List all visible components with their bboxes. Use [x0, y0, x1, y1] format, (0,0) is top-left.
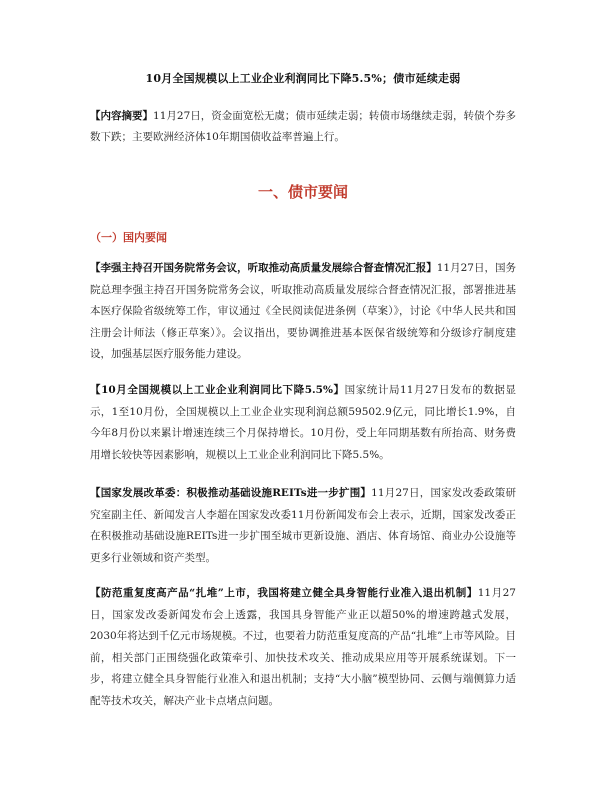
news-headline: 【10月全国规模以上工业企业利润同比下降5.5%】: [90, 384, 345, 396]
news-body: 11月27日，国家发改委新闻发布会上透露，我国具身智能产业正以超50%的增速跨越式发展，2030年将达到千亿元市场规模。不过，也要着力防范重复度高的产品“扎堆”上市等风险。目前，相关部门正围绕强化政策牵引、加快技术攻关、推动成果应用等开展系统谋划。下一步，将建立健全具身智能行业准入和退出机制；支持“大小脑”模型协同、云侧与端侧算力适配等技术攻关，解决产业卡点堵点问题。: [90, 587, 516, 707]
news-body: 11月27日，国务院总理李强主持召开国务院常务会议，听取推动高质量发展综合督查情况汇报，部署推进基本医疗保险省级统筹工作，审议通过《全民阅读促进条例（草案）》，讨论《中华人民共和国注册会计师法（修正草案）》。会议指出，要协调推进基本医保省级统筹和分级诊疗制度建设，加强基层医疗服务能力建设。: [90, 262, 516, 360]
news-item: [90, 583, 516, 712]
news-headline: 【国家发展改革委：积极推动基础设施REITs进一步扩围】: [90, 487, 372, 499]
news-body: 国家统计局11月27日发布的数据显示，1至10月份，全国规模以上工业企业实现利润总额59502.9亿元，同比增长1.9%，自今年8月份以来累计增速连续三个月保持增长。10月份，受上年同期基数有所抬高、财务费用增长较快等因素影响，规模以上工业企业利润同比下降5.5%。: [90, 384, 516, 461]
news-headline: 【李强主持召开国务院常务会议，听取推动高质量发展综合督查情况汇报】: [90, 262, 437, 274]
section-title: 一、债市要闻: [257, 183, 348, 201]
content-summary: [90, 106, 516, 148]
summary-tag: 【内容摘要】: [90, 110, 154, 122]
news-item: [90, 258, 516, 366]
news-item: [90, 380, 516, 466]
news-body: 11月27日，国家发改委政策研究室副主任、新闻发言人李超在国家发改委11月份新闻发布会上表示，近期，国家发改委正在积极推动基础设施REITs进一步扩围至城市更新设施、酒店、体育场馆、商业办公设施等更多行业领域和资产类型。: [90, 487, 516, 564]
subsection-title: （一）国内要闻: [90, 231, 167, 244]
news-headline: 【防范重复度高产品“扎堆”上市，我国将建立健全具身智能行业准入退出机制】: [90, 587, 478, 599]
news-item: [90, 483, 516, 569]
summary-text: 11月27日，资金面宽松无虞；债市延续走弱；转债市场继续走弱，转债个券多数下跌；主要欧洲经济体10年期国债收益率普遍上行。: [90, 110, 516, 143]
document-title: 10月全国规模以上工业企业利润同比下降5.5%；债市延续走弱: [145, 72, 461, 85]
